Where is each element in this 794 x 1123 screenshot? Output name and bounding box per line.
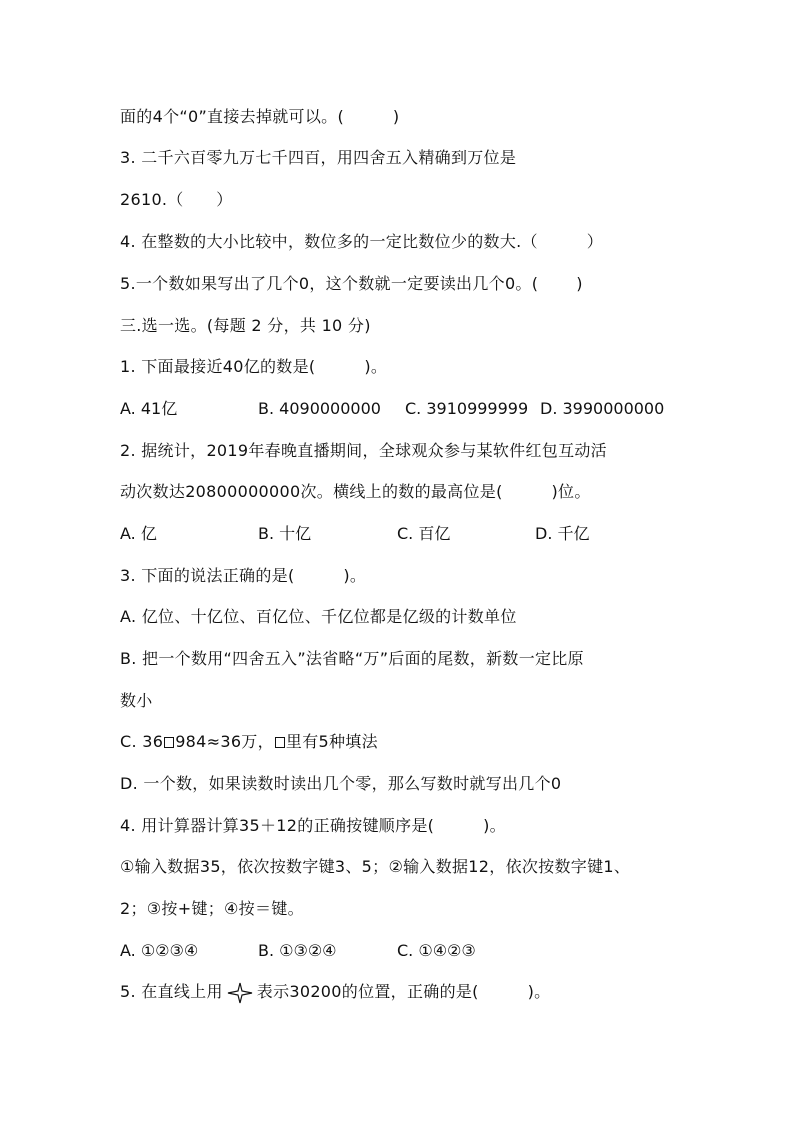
choice-q5-text-part1: 5. 在直线上用	[120, 982, 223, 1001]
q3-text: 3. 二千六百零九万七千四百，用四舍五入精确到万位是	[120, 148, 517, 167]
choice-q2-option-c: C. 百亿	[397, 524, 451, 543]
choice-q3-option-d: D. 一个数，如果读数时读出几个零，那么写数时就写出几个0	[120, 774, 562, 793]
choice-q3-option-c-part2: 984≈36万，	[175, 732, 274, 751]
blank-box-icon	[164, 737, 174, 748]
choice-q3-option-c	[120, 731, 378, 753]
choice-q3-text: 3. 下面的说法正确的是( )。	[120, 566, 367, 585]
choice-q4-option-a: A. ①②③④	[120, 941, 199, 960]
choice-q2-text: 2. 据统计，2019年春晚直播期间，全球观众参与某软件红包互动活	[120, 441, 607, 460]
choice-q3-option-b: B. 把一个数用“四舍五入”法省略“万”后面的尾数，新数一定比原	[120, 649, 584, 668]
choice-q3-option-a: A. 亿位、十亿位、百亿位、千亿位都是亿级的计数单位	[120, 607, 517, 626]
choice-q4-text: 4. 用计算器计算35＋12的正确按键顺序是( )。	[120, 816, 506, 835]
q2-continued-text: 面的4个“0”直接去掉就可以。( )	[120, 107, 400, 126]
choice-q1-text: 1. 下面最接近40亿的数是( )。	[120, 357, 388, 376]
choice-q3-option-c-part3: 里有5种填法	[285, 732, 378, 751]
four-point-star-icon	[227, 982, 253, 1004]
choice-q5-text	[120, 981, 550, 1004]
q4-text: 4. 在整数的大小比较中，数位多的一定比数位少的数大.（ ）	[120, 232, 604, 251]
choice-q1-option-d: D. 3990000000	[540, 399, 665, 418]
choice-q5-text-part2: 表示30200的位置，正确的是( )。	[256, 982, 551, 1001]
choice-q2-option-b: B. 十亿	[258, 524, 312, 543]
q5-text: 5.一个数如果写出了几个0，这个数就一定要读出几个0。( )	[120, 274, 583, 293]
choice-q3-option-c-part1: C. 36	[120, 732, 164, 751]
choice-q2-text-continued: 动次数达20800000000次。横线上的数的最高位是( )位。	[120, 482, 591, 501]
q3-text-continued: 2610.（ ）	[120, 190, 233, 209]
choice-q4-option-c: C. ①④②③	[397, 941, 476, 960]
choice-q1-option-c: C. 3910999999	[405, 399, 529, 418]
choice-q1-option-a: A. 41亿	[120, 399, 178, 418]
choice-q2-option-a: A. 亿	[120, 524, 157, 543]
choice-q4-option-b: B. ①③②④	[258, 941, 337, 960]
choice-q1-option-b: B. 4090000000	[258, 399, 381, 418]
choice-q4-steps-continued: 2；③按+键；④按＝键。	[120, 899, 304, 918]
section-three-heading: 三.选一选。(每题 2 分，共 10 分)	[120, 316, 371, 335]
choice-q4-steps: ①输入数据35，依次按数字键3、5；②输入数据12，依次按数字键1、	[120, 857, 631, 876]
blank-box-icon	[275, 737, 285, 748]
choice-q2-option-d: D. 千亿	[535, 524, 590, 543]
choice-q3-option-b-continued: 数小	[120, 691, 153, 710]
